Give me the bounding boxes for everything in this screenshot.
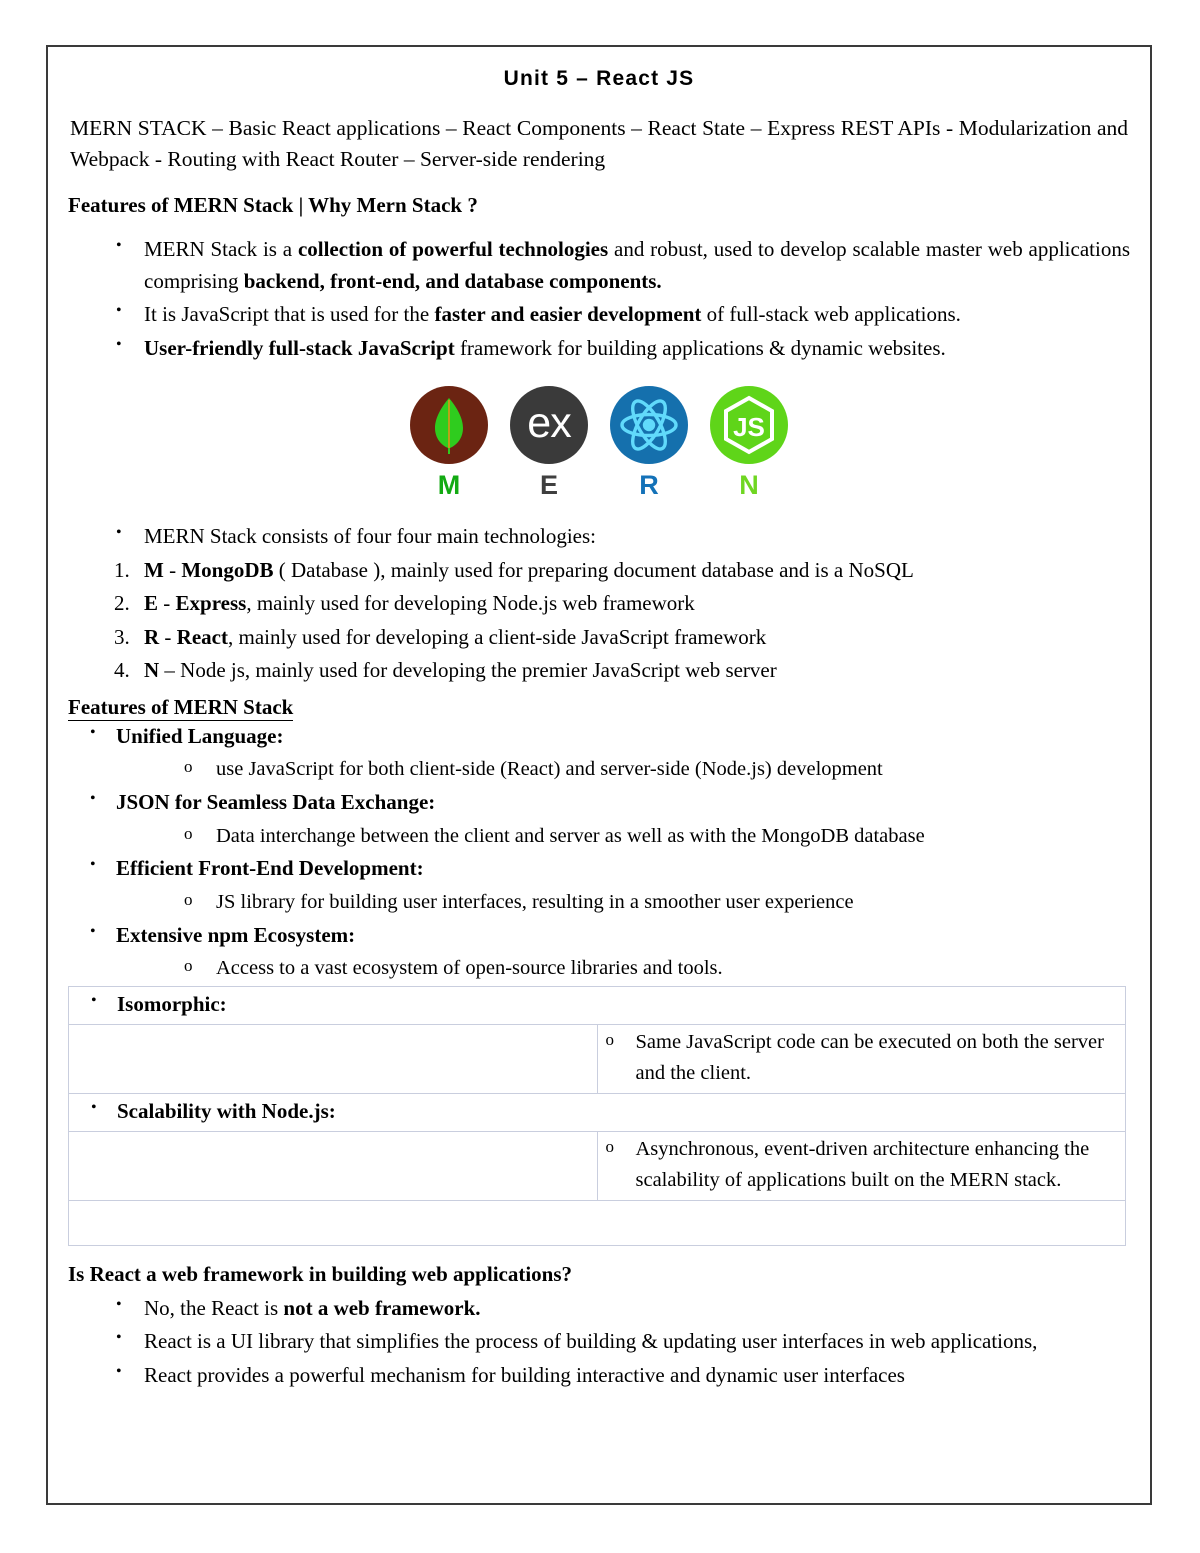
disc-bullet-icon: • (91, 1098, 97, 1116)
body-text: - (163, 557, 182, 582)
emphasis-text: E (144, 591, 159, 616)
disc-bullet-icon: • (116, 335, 122, 353)
table-row (69, 1093, 1126, 1132)
table-cell-spacer (69, 1025, 598, 1094)
page-title: Unit 5 – React JS (503, 67, 695, 90)
list-item (68, 299, 1130, 331)
features-list (68, 721, 1130, 984)
feature-item (68, 787, 1130, 819)
table-cell-sub (597, 1132, 1126, 1201)
table-cell-label (69, 986, 1126, 1025)
spacer (68, 1246, 1130, 1262)
intro-bullet-list (68, 234, 1130, 364)
nodejs-hexagon-js-icon (710, 386, 788, 464)
features-table (68, 986, 1126, 1246)
emphasis-text: Express (175, 591, 247, 616)
emphasis-text: not a web framework. (283, 1295, 481, 1320)
feature-sub-label: JS library for building user interfaces, resulting in a smoother user experience (216, 890, 854, 913)
circle-bullet-icon: o (184, 823, 193, 843)
disc-bullet-icon: • (116, 237, 122, 255)
list-item (68, 1326, 1130, 1358)
mern-logo-strip (68, 386, 1130, 499)
circle-bullet-icon: o (605, 1030, 614, 1050)
leaf-icon (410, 386, 488, 464)
body-text: ( Database ), mainly used for preparing document database and is a NoSQL (273, 557, 914, 582)
disc-bullet-icon: • (90, 723, 96, 741)
mern-letter-M: M (437, 470, 461, 501)
nodejs-hexagon-js-icon (720, 394, 778, 456)
table-row (69, 1025, 1126, 1094)
emphasis-text: backend, front-end, and database components. (243, 268, 662, 293)
table-row (69, 1132, 1126, 1201)
disc-bullet-icon: • (116, 1362, 122, 1380)
body-text: and robust, used to develop scalable master web applications comprising (144, 237, 1131, 293)
heading-features-wrap (68, 695, 1130, 721)
mern-logo-mongodb (404, 386, 494, 499)
mern-letter-E: E (539, 470, 558, 501)
circle-bullet-icon: o (184, 757, 193, 777)
disc-bullet-icon: • (90, 856, 96, 874)
list-number: 4. (114, 658, 130, 683)
express-ex-wordmark: ex (527, 399, 571, 448)
body-text: React provides a powerful mechanism for building interactive and dynamic user interfaces (144, 1362, 905, 1387)
disc-bullet-icon: • (116, 1295, 122, 1313)
body-text: framework for building applications & dynamic websites. (454, 335, 946, 360)
disc-bullet-icon: • (90, 790, 96, 808)
numbered-list-item (68, 622, 1130, 654)
feature-sub-label: use JavaScript for both client-side (React) and server-side (Node.js) development (216, 758, 883, 781)
table-cell-spacer (69, 1132, 598, 1201)
feature-item (68, 920, 1130, 952)
feature-item (73, 989, 1121, 1021)
emphasis-text: N (144, 658, 160, 683)
list-number: 3. (114, 624, 130, 649)
feature-label: Unified Language: (116, 723, 284, 748)
heading-is-react: Is React a web framework in building web applications? (68, 1261, 573, 1286)
emphasis-text: collection of powerful technologies (297, 237, 609, 262)
list-item-label: MERN Stack consists of four four main technologies: (144, 524, 597, 549)
feature-item (73, 1096, 1121, 1128)
feature-label: Scalability with Node.js: (117, 1098, 336, 1123)
numbered-list-item (68, 655, 1130, 687)
emphasis-text: MongoDB (181, 557, 274, 582)
emphasis-text: User-friendly full-stack JavaScript (144, 335, 455, 360)
disc-bullet-icon: • (90, 922, 96, 940)
numbered-list-item (68, 588, 1130, 620)
body-text: MERN Stack is a (144, 237, 298, 262)
circle-bullet-icon: o (184, 956, 193, 976)
feature-sub-label: Asynchronous, event-driven architecture enhancing the scalability of applications built on the MERN stack. (635, 1138, 1090, 1192)
list-item (68, 234, 1130, 297)
disc-bullet-icon: • (91, 991, 97, 1009)
body-text: - (158, 591, 176, 616)
list-item (68, 521, 1130, 553)
feature-label: Efficient Front-End Development: (116, 856, 424, 881)
react-atom-icon (610, 386, 688, 464)
page-content (48, 47, 1150, 1391)
mern-letter-N: N (739, 470, 759, 501)
react-atom-icon (618, 394, 680, 456)
document-page (46, 45, 1152, 1505)
mern-logo-nodejs (704, 386, 794, 499)
body-text: - (159, 624, 177, 649)
table-row (69, 986, 1126, 1025)
intro-paragraph: MERN STACK – Basic React applications – React Components – React State – Express REST APIs - Modularization and Webpack - Routing with React Router – Server-side rendering (70, 116, 1128, 172)
stack-intro-list (68, 521, 1130, 553)
list-number: 2. (114, 591, 130, 616)
mern-logo-express (504, 386, 594, 499)
body-text: of full-stack web applications. (701, 302, 961, 327)
circle-bullet-icon: o (605, 1137, 614, 1157)
feature-sub-item (602, 1027, 1122, 1089)
feature-sub-item (68, 754, 1130, 785)
circle-bullet-icon: o (184, 889, 193, 909)
body-text: It is JavaScript that is used for the (144, 302, 435, 327)
feature-item (68, 853, 1130, 885)
feature-sub-item (68, 821, 1130, 852)
body-text: , mainly used for developing Node.js web framework (246, 591, 695, 616)
spacer (68, 224, 1130, 234)
list-number: 1. (114, 557, 130, 582)
table-cell-sub (597, 1025, 1126, 1094)
disc-bullet-icon: • (116, 524, 122, 542)
feature-label: JSON for Seamless Data Exchange: (116, 790, 436, 815)
feature-sub-item (68, 887, 1130, 918)
emphasis-text: faster and easier development (434, 302, 702, 327)
list-item (68, 1360, 1130, 1392)
list-item (68, 1293, 1130, 1325)
disc-bullet-icon: • (116, 1329, 122, 1347)
numbered-list-item (68, 555, 1130, 587)
feature-sub-item (68, 953, 1130, 984)
feature-label: Extensive npm Ecosystem: (116, 922, 356, 947)
body-text: – Node js, mainly used for developing the premier JavaScript web server (159, 658, 777, 683)
feature-sub-item (602, 1134, 1122, 1196)
feature-label: Isomorphic: (117, 991, 227, 1016)
emphasis-text: R (144, 624, 160, 649)
mern-letter-R: R (639, 470, 659, 501)
feature-item (68, 721, 1130, 753)
body-text: , mainly used for developing a client-side JavaScript framework (227, 624, 767, 649)
body-text: No, the React is (144, 1295, 284, 1320)
feature-sub-label: Data interchange between the client and server as well as with the MongoDB database (216, 824, 925, 847)
table-cell-empty (69, 1200, 1126, 1245)
mern-logo-react (604, 386, 694, 499)
table-cell-label (69, 1093, 1126, 1132)
feature-sub-label: Access to a vast ecosystem of open-source libraries and tools. (216, 957, 723, 980)
body-text: React is a UI library that simplifies the process of building & updating user interfaces in web applications, (144, 1329, 1038, 1354)
feature-sub-label: Same JavaScript code can be executed on both the server and the client. (635, 1031, 1104, 1085)
heading-features: Features of MERN Stack (68, 694, 294, 719)
svg-text:JS: JS (733, 412, 765, 443)
table-row-empty (69, 1200, 1126, 1245)
disc-bullet-icon: • (116, 302, 122, 320)
list-item (68, 333, 1130, 365)
leaf-icon (429, 396, 469, 454)
emphasis-text: M (144, 557, 164, 582)
express-ex-wordmark (510, 386, 588, 464)
react-bullet-list (68, 1293, 1130, 1392)
stack-numbered-list (68, 555, 1130, 687)
emphasis-text: React (176, 624, 228, 649)
heading-features-why: Features of MERN Stack | Why Mern Stack ? (68, 193, 478, 218)
